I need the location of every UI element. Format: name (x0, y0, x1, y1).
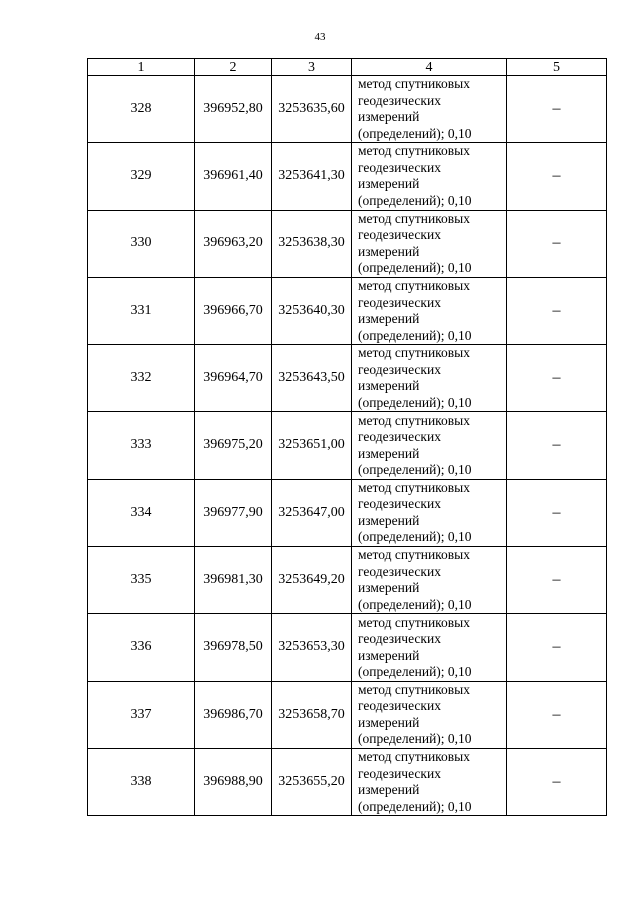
method-text-line: (определений); 0,10 (358, 731, 472, 747)
method-cell (352, 547, 507, 614)
table-row (88, 345, 607, 412)
x-coordinate-cell: 396986,70 (195, 681, 272, 748)
table-row (88, 277, 607, 344)
method-text-line: геодезических (358, 631, 441, 647)
method-text-line: (определений); 0,10 (358, 798, 472, 814)
y-coordinate-cell: 3253638,30 (272, 210, 352, 277)
method-text-line: измерений (358, 512, 420, 528)
table-row (88, 210, 607, 277)
point-number-cell: 331 (88, 277, 195, 344)
method-cell (352, 748, 507, 815)
method-text-line: измерений (358, 243, 420, 259)
y-coordinate-cell: 3253653,30 (272, 614, 352, 681)
x-coordinate-cell: 396977,90 (195, 479, 272, 546)
x-coordinate-cell: 396975,20 (195, 412, 272, 479)
note-cell: – (507, 210, 607, 277)
y-coordinate-cell: 3253647,00 (272, 479, 352, 546)
y-coordinate-cell: 3253658,70 (272, 681, 352, 748)
x-coordinate-cell: 396961,40 (195, 143, 272, 210)
method-text-line: геодезических (358, 361, 441, 377)
method-text-line: (определений); 0,10 (358, 394, 472, 410)
method-cell (352, 614, 507, 681)
note-cell: – (507, 76, 607, 143)
point-number-cell: 338 (88, 748, 195, 815)
method-text-line: измерений (358, 445, 420, 461)
note-cell: – (507, 277, 607, 344)
point-number-cell: 329 (88, 143, 195, 210)
method-text-line: (определений); 0,10 (358, 260, 472, 276)
method-text-line: измерений (358, 782, 420, 798)
note-cell: – (507, 614, 607, 681)
method-cell (352, 412, 507, 479)
method-cell (352, 345, 507, 412)
note-cell: – (507, 412, 607, 479)
method-text-line: измерений (358, 378, 420, 394)
x-coordinate-cell: 396978,50 (195, 614, 272, 681)
x-coordinate-cell: 396988,90 (195, 748, 272, 815)
method-text-line: геодезических (358, 765, 441, 781)
method-text-line: геодезических (358, 159, 441, 175)
method-text-line: метод спутниковых (358, 749, 470, 765)
y-coordinate-cell: 3253643,50 (272, 345, 352, 412)
method-cell (352, 143, 507, 210)
method-text-line: метод спутниковых (358, 278, 470, 294)
table-row (88, 479, 607, 546)
table-row (88, 748, 607, 815)
method-text-line: геодезических (358, 496, 441, 512)
note-cell: – (507, 748, 607, 815)
method-text-line: геодезических (358, 227, 441, 243)
method-text-line: измерений (358, 109, 420, 125)
column-header-4: 4 (352, 59, 507, 76)
table-row (88, 76, 607, 143)
method-text-line: измерений (358, 311, 420, 327)
y-coordinate-cell: 3253635,60 (272, 76, 352, 143)
method-cell (352, 76, 507, 143)
method-text-line: геодезических (358, 698, 441, 714)
y-coordinate-cell: 3253649,20 (272, 547, 352, 614)
x-coordinate-cell: 396964,70 (195, 345, 272, 412)
method-cell (352, 681, 507, 748)
method-text-line: (определений); 0,10 (358, 596, 472, 612)
method-text-line: (определений); 0,10 (358, 327, 472, 343)
method-text-line: (определений); 0,10 (358, 192, 472, 208)
y-coordinate-cell: 3253651,00 (272, 412, 352, 479)
point-number-cell: 333 (88, 412, 195, 479)
method-text-line: метод спутниковых (358, 479, 470, 495)
method-text-line: (определений); 0,10 (358, 125, 472, 141)
note-cell: – (507, 479, 607, 546)
page-number: 43 (314, 31, 326, 43)
method-text-line: измерений (358, 647, 420, 663)
column-header-5: 5 (507, 59, 607, 76)
method-text-line: метод спутниковых (358, 412, 470, 428)
point-number-cell: 332 (88, 345, 195, 412)
method-text-line: метод спутниковых (358, 210, 470, 226)
method-text-line: метод спутниковых (358, 681, 470, 697)
method-cell (352, 277, 507, 344)
point-number-cell: 336 (88, 614, 195, 681)
method-text-line: (определений); 0,10 (358, 664, 472, 680)
method-text-line: метод спутниковых (358, 614, 470, 630)
method-text-line: измерений (358, 580, 420, 596)
note-cell: – (507, 345, 607, 412)
column-header-3: 3 (272, 59, 352, 76)
method-text-line: метод спутниковых (358, 547, 470, 563)
table-row (88, 547, 607, 614)
point-number-cell: 330 (88, 210, 195, 277)
table-header (88, 59, 607, 76)
method-text-line: (определений); 0,10 (358, 462, 472, 478)
column-header-1: 1 (88, 59, 195, 76)
coordinates-table (87, 58, 607, 816)
method-text-line: метод спутниковых (358, 143, 470, 159)
x-coordinate-cell: 396963,20 (195, 210, 272, 277)
y-coordinate-cell: 3253641,30 (272, 143, 352, 210)
table-row (88, 143, 607, 210)
method-cell (352, 210, 507, 277)
table-row (88, 412, 607, 479)
y-coordinate-cell: 3253655,20 (272, 748, 352, 815)
x-coordinate-cell: 396966,70 (195, 277, 272, 344)
header-row (88, 59, 607, 76)
method-text-line: геодезических (358, 294, 441, 310)
point-number-cell: 334 (88, 479, 195, 546)
y-coordinate-cell: 3253640,30 (272, 277, 352, 344)
method-text-line: измерений (358, 714, 420, 730)
note-cell: – (507, 547, 607, 614)
method-text-line: измерений (358, 176, 420, 192)
note-cell: – (507, 143, 607, 210)
point-number-cell: 337 (88, 681, 195, 748)
table-body (88, 76, 607, 816)
method-text-line: геодезических (358, 563, 441, 579)
method-text-line: (определений); 0,10 (358, 529, 472, 545)
x-coordinate-cell: 396952,80 (195, 76, 272, 143)
method-text-line: геодезических (358, 429, 441, 445)
method-text-line: метод спутниковых (358, 76, 470, 92)
table-row (88, 614, 607, 681)
table-row (88, 681, 607, 748)
x-coordinate-cell: 396981,30 (195, 547, 272, 614)
method-text-line: метод спутниковых (358, 345, 470, 361)
point-number-cell: 328 (88, 76, 195, 143)
column-header-2: 2 (195, 59, 272, 76)
point-number-cell: 335 (88, 547, 195, 614)
method-cell (352, 479, 507, 546)
note-cell: – (507, 681, 607, 748)
method-text-line: геодезических (358, 92, 441, 108)
